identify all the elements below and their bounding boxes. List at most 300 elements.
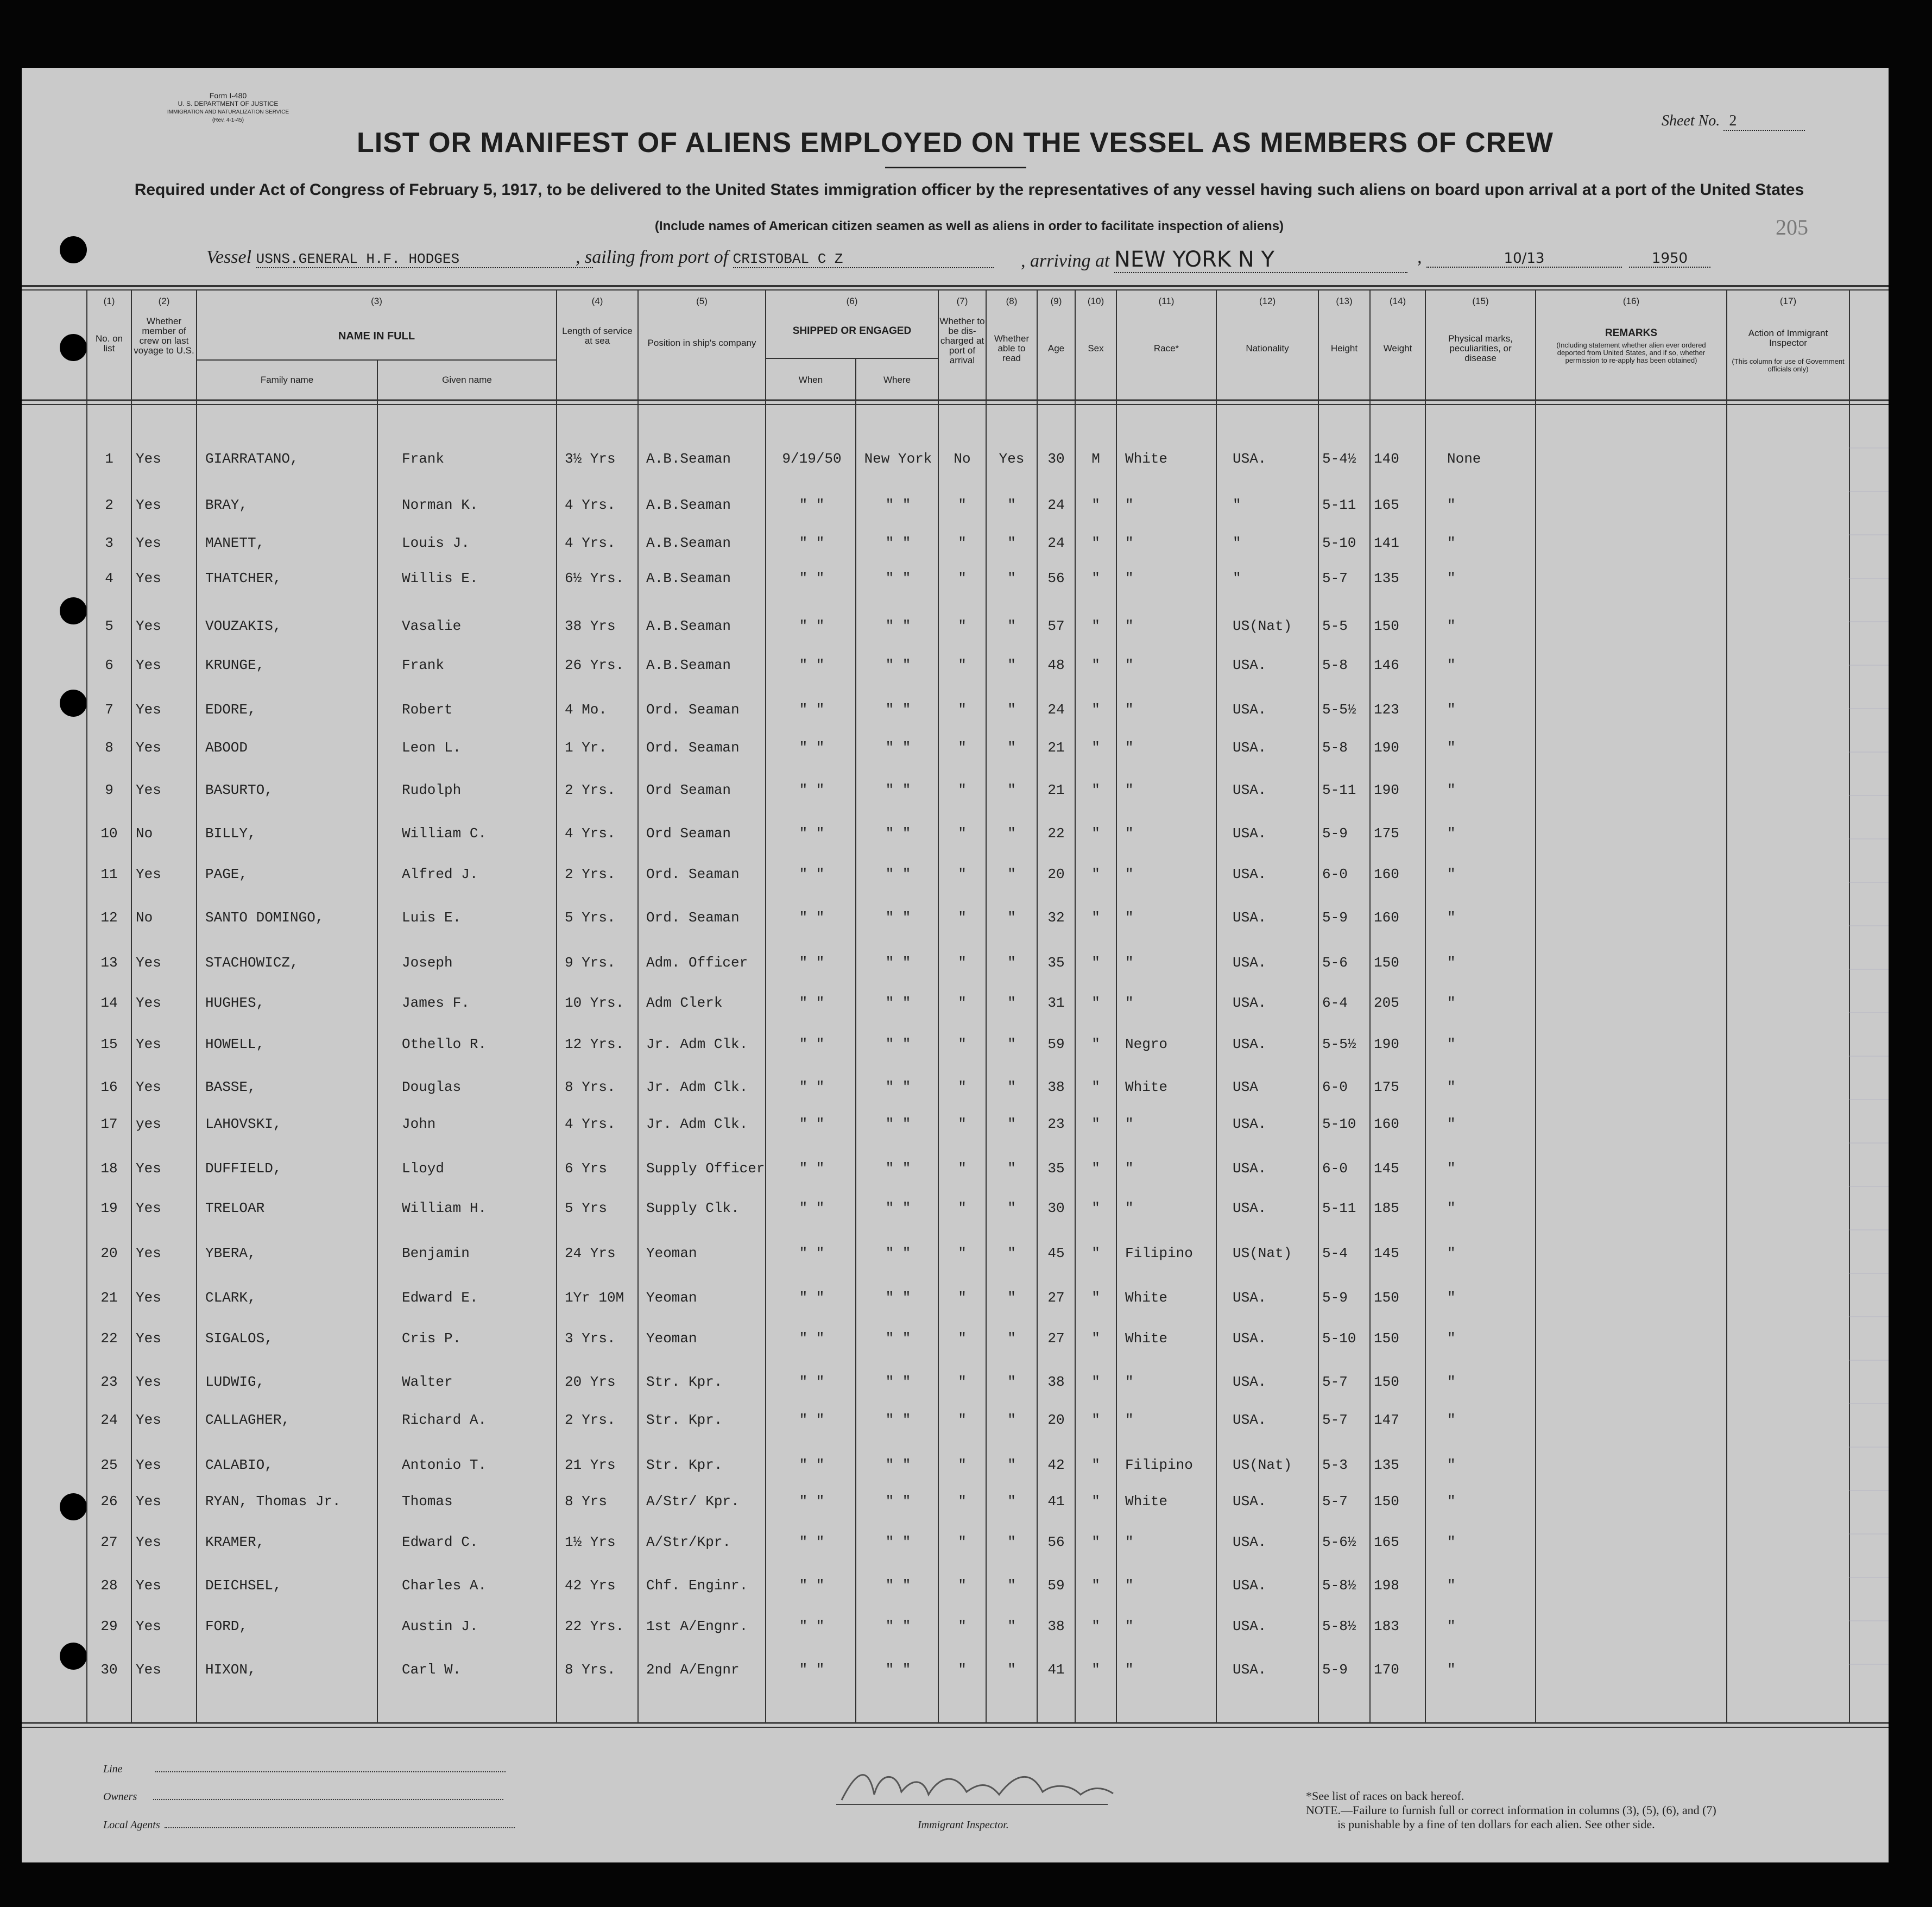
cell-height: 5-7 <box>1322 1493 1348 1510</box>
cell-age: 20 <box>1047 866 1065 882</box>
cell-race: White <box>1125 1290 1168 1306</box>
cell-height: 5-8 <box>1322 657 1348 673</box>
cell-position: 2nd A/Engnr <box>646 1662 740 1678</box>
cell-prev: Yes <box>136 1290 161 1306</box>
cell-race: " <box>1125 1374 1134 1390</box>
cell-race: " <box>1125 740 1134 756</box>
cell-when: " " <box>799 618 825 634</box>
cell-no: 25 <box>100 1457 118 1473</box>
cell-race: " <box>1125 995 1134 1011</box>
cell-sex: " <box>1091 570 1100 586</box>
cell-no: 16 <box>100 1079 118 1095</box>
cell-where: " " <box>885 1374 911 1390</box>
cell-read: " <box>1007 825 1016 842</box>
cell-given: William H. <box>402 1200 487 1216</box>
cell-service: 10 Yrs. <box>565 995 624 1011</box>
cell-weight: 160 <box>1374 910 1399 926</box>
cell-given: John <box>402 1116 436 1132</box>
cell-age: 57 <box>1047 618 1065 634</box>
cell-marks: " <box>1447 740 1456 756</box>
cell-marks: " <box>1447 497 1456 513</box>
cell-marks: " <box>1447 1534 1456 1550</box>
header-no-on-list: No. on list <box>95 333 123 353</box>
cell-service: 12 Yrs. <box>565 1036 624 1052</box>
col-number: (9) <box>1050 296 1062 306</box>
include-note: (Include names of American citizen seamen as well as aliens in order to facilitate inspection of aliens) <box>654 219 1284 233</box>
arriving-line <box>1021 247 1407 273</box>
cell-family: CALLAGHER, <box>205 1412 291 1428</box>
header-position: Position in ship's company <box>647 338 756 348</box>
cell-position: A/Str/Kpr. <box>646 1534 731 1550</box>
cell-read: Yes <box>999 451 1025 467</box>
cell-age: 30 <box>1047 451 1065 467</box>
cell-weight: 160 <box>1374 1116 1399 1132</box>
cell-no: 23 <box>100 1374 118 1390</box>
cell-race: " <box>1125 1200 1134 1216</box>
col-number: (3) <box>371 296 382 306</box>
cell-read: " <box>1007 618 1016 634</box>
cell-height: 5-10 <box>1322 535 1356 551</box>
cell-given: Edward E. <box>402 1290 478 1306</box>
cell-position: Adm. Officer <box>646 955 748 971</box>
cell-age: 38 <box>1047 1079 1065 1095</box>
cell-weight: 150 <box>1374 1330 1399 1347</box>
cell-no: 19 <box>100 1200 118 1216</box>
cell-nat: USA. <box>1233 782 1267 798</box>
inspector-label: Immigrant Inspector. <box>918 1819 1009 1831</box>
penalty-note-2: is punishable by a fine of ten dollars for each alien. See other side. <box>1337 1817 1655 1831</box>
cell-service: 4 Yrs. <box>565 535 616 551</box>
cell-sex: " <box>1091 1079 1100 1095</box>
cell-read: " <box>1007 657 1016 673</box>
cell-height: 5-9 <box>1322 825 1348 842</box>
header-discharged: Whether to be dis-charged at port of arrival <box>939 316 985 365</box>
cell-service: 38 Yrs <box>565 618 616 634</box>
cell-sex: " <box>1091 1200 1100 1216</box>
cell-where: New York <box>864 451 932 467</box>
sailing-port: CRISTOBAL C Z <box>733 251 994 268</box>
cell-service: 3 Yrs. <box>565 1330 616 1347</box>
cell-when: 9/19/50 <box>782 451 842 467</box>
cell-height: 5-8½ <box>1322 1577 1356 1594</box>
cell-given: Norman K. <box>402 497 478 513</box>
cell-age: 24 <box>1047 702 1065 718</box>
form-dept: U. S. DEPARTMENT OF JUSTICE <box>178 100 279 108</box>
cell-family: LUDWIG, <box>205 1374 265 1390</box>
cell-age: 38 <box>1047 1374 1065 1390</box>
cell-race: White <box>1125 1493 1168 1510</box>
cell-weight: 150 <box>1374 1493 1399 1510</box>
cell-age: 59 <box>1047 1577 1065 1594</box>
cell-family: ABOOD <box>205 740 248 756</box>
cell-age: 24 <box>1047 497 1065 513</box>
cell-marks: " <box>1447 1662 1456 1678</box>
title-underline <box>885 167 1026 168</box>
cell-height: 5-5½ <box>1322 702 1356 718</box>
sailing-line <box>576 247 994 268</box>
cell-position: Yeoman <box>646 1290 697 1306</box>
cell-weight: 160 <box>1374 866 1399 882</box>
cell-no: 21 <box>100 1290 118 1306</box>
cell-prev: Yes <box>136 1457 161 1473</box>
cell-service: 8 Yrs. <box>565 1662 616 1678</box>
cell-prev: Yes <box>136 497 161 513</box>
cell-no: 22 <box>100 1330 118 1347</box>
cell-age: 42 <box>1047 1457 1065 1473</box>
cell-family: PAGE, <box>205 866 248 882</box>
cell-position: Jr. Adm Clk. <box>646 1079 748 1095</box>
cell-prev: Yes <box>136 1662 161 1678</box>
cell-height: 5-8 <box>1322 740 1348 756</box>
year-line <box>1629 247 1710 268</box>
cell-height: 5-11 <box>1322 1200 1356 1216</box>
inspector-signature <box>836 1762 1119 1811</box>
cell-nat: " <box>1233 535 1241 551</box>
cell-service: 3½ Yrs <box>565 451 616 467</box>
cell-family: MANETT, <box>205 535 265 551</box>
cell-sex: " <box>1091 1330 1100 1347</box>
cell-weight: 141 <box>1374 535 1399 551</box>
cell-disch: " <box>958 618 967 634</box>
cell-prev: Yes <box>136 1036 161 1052</box>
arriving-port: NEW YORK N Y <box>1114 247 1407 273</box>
cell-position: Chf. Enginr. <box>646 1577 748 1594</box>
cell-position: Str. Kpr. <box>646 1412 723 1428</box>
cell-age: 20 <box>1047 1412 1065 1428</box>
cell-position: 1st A/Engnr. <box>646 1618 748 1634</box>
cell-read: " <box>1007 1662 1016 1678</box>
cell-service: 1 Yr. <box>565 740 608 756</box>
cell-height: 5-5 <box>1322 618 1348 634</box>
cell-family: DEICHSEL, <box>205 1577 282 1594</box>
cell-when: " " <box>799 570 825 586</box>
cell-when: " " <box>799 1493 825 1510</box>
cell-marks: " <box>1447 995 1456 1011</box>
cell-read: " <box>1007 1036 1016 1052</box>
cell-disch: " <box>958 1412 967 1428</box>
cell-given: Cris P. <box>402 1330 462 1347</box>
cell-where: " " <box>885 657 911 673</box>
cell-family: FORD, <box>205 1618 248 1634</box>
penalty-note: NOTE.—Failure to furnish full or correct information in columns (3), (5), (6), and (7) <box>1306 1803 1716 1817</box>
cell-given: Austin J. <box>402 1618 478 1634</box>
cell-weight: 150 <box>1374 1290 1399 1306</box>
cell-disch: " <box>958 657 967 673</box>
cell-sex: " <box>1091 1493 1100 1510</box>
cell-height: 6-0 <box>1322 866 1348 882</box>
cell-family: SANTO DOMINGO, <box>205 910 324 926</box>
cell-sex: " <box>1091 825 1100 842</box>
cell-age: 31 <box>1047 995 1065 1011</box>
cell-nat: USA. <box>1233 1662 1267 1678</box>
cell-where: " " <box>885 1160 911 1177</box>
cell-race: " <box>1125 866 1134 882</box>
cell-height: 6-0 <box>1322 1160 1348 1177</box>
cell-weight: 146 <box>1374 657 1399 673</box>
cell-age: 41 <box>1047 1662 1065 1678</box>
cell-service: 4 Yrs. <box>565 825 616 842</box>
cell-given: Edward C. <box>402 1534 478 1550</box>
cell-given: Charles A. <box>402 1577 487 1594</box>
cell-given: Carl W. <box>402 1662 462 1678</box>
cell-weight: 140 <box>1374 451 1399 467</box>
cell-weight: 135 <box>1374 1457 1399 1473</box>
cell-where: " " <box>885 1493 911 1510</box>
header-shipped-engaged: SHIPPED OR ENGAGED <box>792 325 912 337</box>
races-note: *See list of races on back hereof. <box>1306 1789 1464 1803</box>
date-line: , 10/13 <box>1417 247 1622 268</box>
cell-race: " <box>1125 1577 1134 1594</box>
cell-no: 7 <box>105 702 113 718</box>
cell-read: " <box>1007 702 1016 718</box>
cell-position: A.B.Seaman <box>646 657 731 673</box>
binder-hole <box>60 236 87 263</box>
cell-family: CALABIO, <box>205 1457 273 1473</box>
cell-position: Str. Kpr. <box>646 1374 723 1390</box>
cell-race: " <box>1125 618 1134 634</box>
arrival-date: 10/13 <box>1426 250 1622 268</box>
cell-position: A.B.Seaman <box>646 497 731 513</box>
cell-given: Frank <box>402 657 445 673</box>
cell-read: " <box>1007 1245 1016 1261</box>
cell-weight: 175 <box>1374 825 1399 842</box>
cell-height: 5-10 <box>1322 1116 1356 1132</box>
cell-position: Ord. Seaman <box>646 866 740 882</box>
cell-service: 6 Yrs <box>565 1160 608 1177</box>
cell-sex: " <box>1091 1374 1100 1390</box>
sheet-number-label: Sheet No. <box>1662 112 1720 129</box>
cell-service: 2 Yrs. <box>565 1412 616 1428</box>
stamp-number: 205 <box>1776 215 1808 239</box>
cell-disch: " <box>958 497 967 513</box>
cell-weight: 185 <box>1374 1200 1399 1216</box>
cell-age: 22 <box>1047 825 1065 842</box>
cell-service: 2 Yrs. <box>565 866 616 882</box>
cell-sex: " <box>1091 995 1100 1011</box>
cell-read: " <box>1007 1330 1016 1347</box>
cell-disch: " <box>958 1160 967 1177</box>
cell-read: " <box>1007 1160 1016 1177</box>
cell-prev: Yes <box>136 618 161 634</box>
cell-given: William C. <box>402 825 487 842</box>
cell-where: " " <box>885 740 911 756</box>
cell-when: " " <box>799 1245 825 1261</box>
cell-marks: " <box>1447 1290 1456 1306</box>
vessel-label: Vessel <box>206 247 252 267</box>
cell-family: KRAMER, <box>205 1534 265 1550</box>
cell-disch: " <box>958 1245 967 1261</box>
cell-position: A.B.Seaman <box>646 618 731 634</box>
cell-given: Frank <box>402 451 445 467</box>
col-number: (2) <box>158 296 170 306</box>
col-number: (12) <box>1259 296 1276 306</box>
cell-read: " <box>1007 497 1016 513</box>
col-number: (13) <box>1336 296 1353 306</box>
cell-where: " " <box>885 1534 911 1550</box>
vessel-name: USNS.GENERAL H.F. HODGES <box>256 251 593 268</box>
cell-sex: " <box>1091 866 1100 882</box>
cell-race: " <box>1125 1116 1134 1132</box>
binder-hole <box>60 1643 87 1670</box>
cell-given: James F. <box>402 995 470 1011</box>
col-number: (17) <box>1779 296 1797 306</box>
cell-race: White <box>1125 1330 1168 1347</box>
cell-where: " " <box>885 1662 911 1678</box>
header-remarks: REMARKS <box>1605 327 1658 339</box>
cell-disch: " <box>958 995 967 1011</box>
cell-height: 5-7 <box>1322 1412 1348 1428</box>
cell-race: " <box>1125 1160 1134 1177</box>
cell-weight: 150 <box>1374 1374 1399 1390</box>
cell-marks: " <box>1447 535 1456 551</box>
cell-no: 9 <box>105 782 113 798</box>
cell-service: 4 Mo. <box>565 702 608 718</box>
cell-no: 26 <box>100 1493 118 1510</box>
cell-weight: 198 <box>1374 1577 1399 1594</box>
cell-when: " " <box>799 740 825 756</box>
cell-where: " " <box>885 702 911 718</box>
cell-weight: 165 <box>1374 497 1399 513</box>
cell-when: " " <box>799 1330 825 1347</box>
cell-height: 6-4 <box>1322 995 1348 1011</box>
cell-position: Adm Clerk <box>646 995 723 1011</box>
cell-no: 18 <box>100 1160 118 1177</box>
cell-prev: yes <box>136 1116 161 1132</box>
cell-prev: Yes <box>136 1412 161 1428</box>
cell-service: 24 Yrs <box>565 1245 616 1261</box>
cell-given: Willis E. <box>402 570 478 586</box>
cell-sex: " <box>1091 497 1100 513</box>
cell-race: Filipino <box>1125 1457 1193 1473</box>
cell-height: 5-9 <box>1322 1290 1348 1306</box>
col-number: (8) <box>1006 296 1018 306</box>
cell-given: Richard A. <box>402 1412 487 1428</box>
cell-marks: " <box>1447 1036 1456 1052</box>
cell-when: " " <box>799 1412 825 1428</box>
cell-disch: " <box>958 535 967 551</box>
cell-family: CLARK, <box>205 1290 256 1306</box>
cell-sex: M <box>1091 451 1100 467</box>
header-nationality: Nationality <box>1246 343 1289 353</box>
col-number: (6) <box>846 296 858 306</box>
cell-position: Yeoman <box>646 1245 697 1261</box>
cell-weight: 165 <box>1374 1534 1399 1550</box>
manifest-sheet <box>22 68 1889 1862</box>
cell-disch: " <box>958 955 967 971</box>
legal-requirement: Required under Act of Congress of February 5, 1917, to be delivered to the United States immigration officer by the representatives of any vessel having such aliens on board upon arrival at a port of the United States <box>134 181 1804 199</box>
cell-nat: USA. <box>1233 1412 1267 1428</box>
cell-position: Ord. Seaman <box>646 702 740 718</box>
cell-service: 21 Yrs <box>565 1457 616 1473</box>
cell-marks: " <box>1447 825 1456 842</box>
cell-nat: USA <box>1233 1079 1258 1095</box>
cell-no: 27 <box>100 1534 118 1550</box>
cell-prev: Yes <box>136 1534 161 1550</box>
cell-nat: USA. <box>1233 740 1267 756</box>
footer-line: Line <box>103 1763 506 1776</box>
cell-age: 56 <box>1047 1534 1065 1550</box>
cell-where: " " <box>885 570 911 586</box>
cell-where: " " <box>885 866 911 882</box>
cell-marks: " <box>1447 1116 1456 1132</box>
cell-race: " <box>1125 702 1134 718</box>
cell-nat: US(Nat) <box>1233 1457 1292 1473</box>
cell-service: 8 Yrs <box>565 1493 608 1510</box>
cell-nat: " <box>1233 497 1241 513</box>
cell-disch: " <box>958 1079 967 1095</box>
cell-marks: None <box>1447 451 1481 467</box>
cell-where: " " <box>885 535 911 551</box>
cell-sex: " <box>1091 1290 1100 1306</box>
cell-service: 1Yr 10M <box>565 1290 624 1306</box>
cell-weight: 170 <box>1374 1662 1399 1678</box>
cell-marks: " <box>1447 1618 1456 1634</box>
cell-service: 20 Yrs <box>565 1374 616 1390</box>
cell-family: RYAN, Thomas Jr. <box>205 1493 341 1510</box>
cell-nat: USA. <box>1233 955 1267 971</box>
cell-family: SIGALOS, <box>205 1330 273 1347</box>
cell-position: A.B.Seaman <box>646 570 731 586</box>
cell-position: Jr. Adm Clk. <box>646 1116 748 1132</box>
cell-nat: USA. <box>1233 1036 1267 1052</box>
cell-marks: " <box>1447 1160 1456 1177</box>
cell-sex: " <box>1091 1036 1100 1052</box>
cell-read: " <box>1007 1079 1016 1095</box>
cell-marks: " <box>1447 657 1456 673</box>
cell-height: 5-8½ <box>1322 1618 1356 1634</box>
cell-race: White <box>1125 1079 1168 1095</box>
cell-race: " <box>1125 1662 1134 1678</box>
cell-where: " " <box>885 1457 911 1473</box>
cell-weight: 147 <box>1374 1412 1399 1428</box>
cell-disch: " <box>958 782 967 798</box>
cell-service: 5 Yrs <box>565 1200 608 1216</box>
cell-disch: " <box>958 1618 967 1634</box>
header-height: Height <box>1330 343 1358 353</box>
col-number: (4) <box>591 296 603 306</box>
cell-marks: " <box>1447 782 1456 798</box>
cell-family: HIXON, <box>205 1662 256 1678</box>
cell-race: " <box>1125 825 1134 842</box>
header-length-of-service: Length of service at sea <box>562 326 633 346</box>
cell-position: A.B.Seaman <box>646 451 731 467</box>
cell-prev: Yes <box>136 1374 161 1390</box>
cell-service: 26 Yrs. <box>565 657 624 673</box>
cell-prev: Yes <box>136 535 161 551</box>
cell-when: " " <box>799 1116 825 1132</box>
cell-nat: USA. <box>1233 1374 1267 1390</box>
cell-marks: " <box>1447 1493 1456 1510</box>
cell-marks: " <box>1447 618 1456 634</box>
cell-race: " <box>1125 1534 1134 1550</box>
cell-position: Str. Kpr. <box>646 1457 723 1473</box>
cell-service: 42 Yrs <box>565 1577 616 1594</box>
cell-weight: 123 <box>1374 702 1399 718</box>
cell-when: " " <box>799 1457 825 1473</box>
cell-given: Rudolph <box>402 782 462 798</box>
cell-sex: " <box>1091 618 1100 634</box>
cell-sex: " <box>1091 657 1100 673</box>
cell-when: " " <box>799 866 825 882</box>
cell-disch: No <box>954 451 971 467</box>
cell-age: 21 <box>1047 782 1065 798</box>
cell-given: Leon L. <box>402 740 462 756</box>
col-number: (14) <box>1389 296 1406 306</box>
cell-family: YBERA, <box>205 1245 256 1261</box>
cell-family: STACHOWICZ, <box>205 955 299 971</box>
cell-nat: USA. <box>1233 1160 1267 1177</box>
cell-no: 1 <box>105 451 113 467</box>
